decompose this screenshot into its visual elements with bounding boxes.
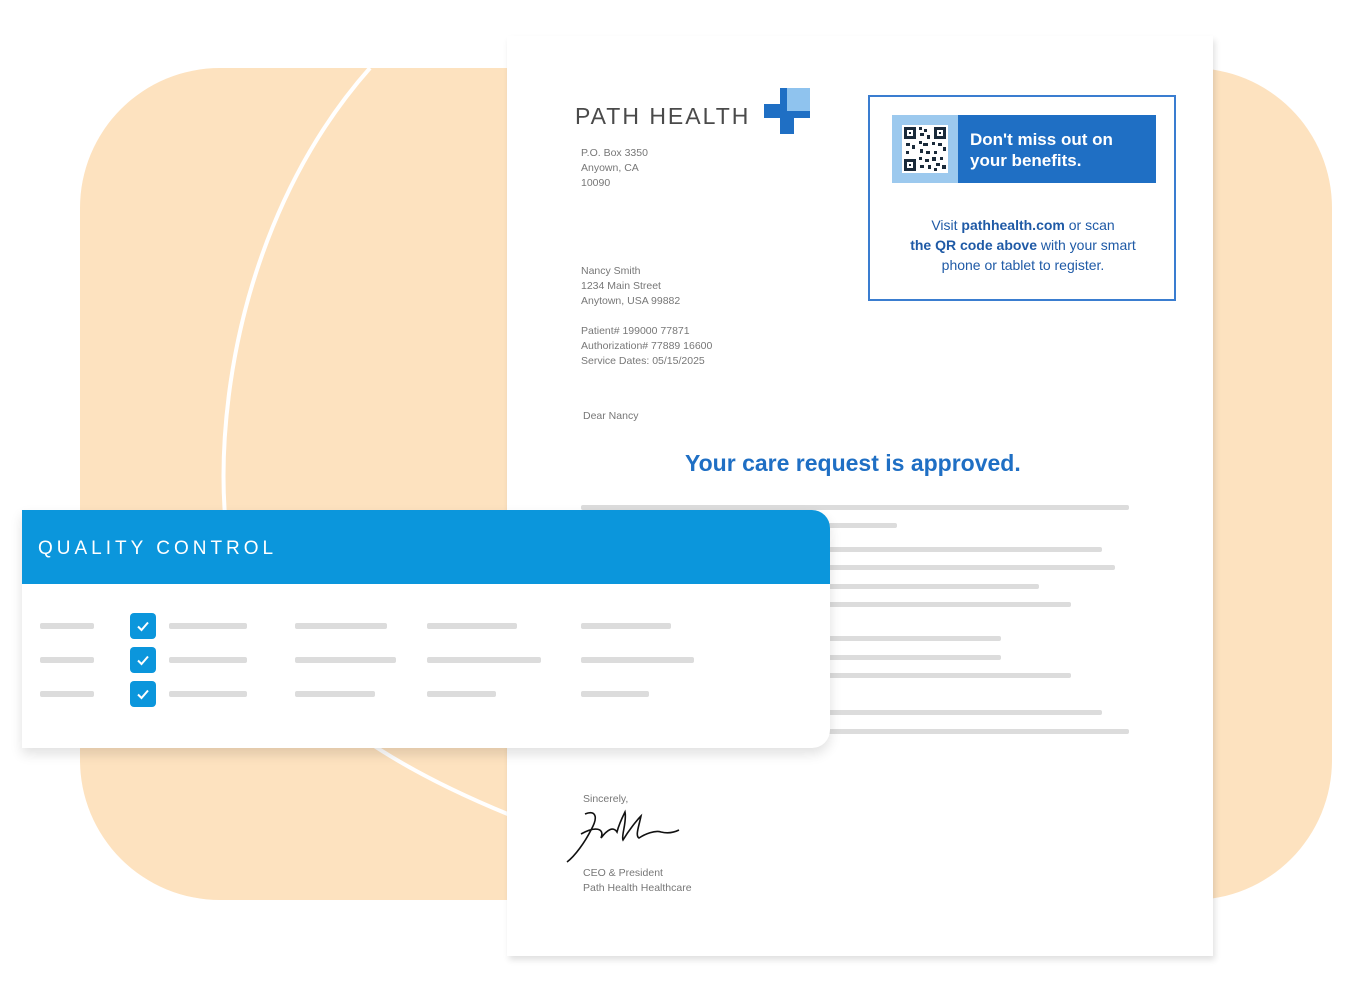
row-cell: [581, 623, 671, 629]
quality-control-card: [22, 510, 830, 748]
closing: Sincerely,: [583, 793, 629, 805]
row-cell: [427, 657, 541, 663]
row-cell: [427, 691, 496, 697]
promo-banner: [892, 115, 1156, 183]
row-cell: [40, 657, 94, 663]
authorization-number: Authorization# 77889 16600: [581, 340, 713, 352]
row-cell: [581, 657, 694, 663]
benefits-promo-box: [868, 95, 1176, 301]
salutation: Dear Nancy: [583, 410, 639, 422]
recipient-address-line: Nancy Smith: [581, 265, 641, 277]
recipient-address: [581, 264, 680, 309]
promo-text: with your smart: [1037, 237, 1136, 253]
promo-text: Visit: [931, 217, 962, 233]
sender-address-line: P.O. Box 3350: [581, 147, 648, 159]
promo-text: or scan: [1064, 217, 1115, 233]
quality-control-title: QUALITY CONTROL: [38, 538, 278, 559]
recipient-address-line: 1234 Main Street: [581, 280, 661, 292]
sender-address-line: Anyown, CA: [581, 162, 639, 174]
qr-code-icon: [892, 115, 958, 183]
row-cell: [40, 623, 94, 629]
approval-headline: Your care request is approved.: [685, 450, 1021, 476]
promo-title-line: your benefits.: [970, 151, 1082, 170]
row-cell: [295, 691, 375, 697]
row-cell: [40, 691, 94, 697]
row-cell: [169, 623, 247, 629]
promo-text-emphasis: the QR code above: [910, 237, 1037, 253]
row-cell: [295, 657, 396, 663]
checkbox-checked-icon[interactable]: [130, 613, 156, 639]
row-cell: [169, 657, 247, 663]
brand-logo: [575, 98, 810, 134]
letter-document: [507, 36, 1213, 956]
quality-control-header: [22, 510, 830, 584]
recipient-address-line: Anytown, USA 99882: [581, 295, 681, 307]
signer-organization: Path Health Healthcare: [583, 882, 692, 894]
patient-number: Patient# 199000 77871: [581, 325, 690, 337]
sender-address-line: 10090: [581, 177, 611, 189]
signature: [565, 806, 685, 866]
sender-address: [581, 146, 648, 191]
promo-title-line: Don't miss out on: [970, 130, 1113, 149]
row-cell: [295, 623, 387, 629]
row-cell: [427, 623, 517, 629]
brand-name: PATH HEALTH: [575, 102, 751, 129]
reference-ids: [581, 324, 712, 369]
promo-text: phone or tablet to register.: [941, 257, 1105, 273]
checkbox-checked-icon[interactable]: [130, 681, 156, 707]
checkbox-checked-icon[interactable]: [130, 647, 156, 673]
row-cell: [169, 691, 247, 697]
row-cell: [581, 691, 649, 697]
signer-title: [583, 866, 692, 896]
promo-body: [880, 215, 1166, 275]
plus-cross-icon: [764, 88, 810, 134]
promo-title: [970, 129, 1113, 171]
service-dates: Service Dates: 05/15/2025: [581, 355, 705, 367]
website-link[interactable]: pathhealth.com: [961, 217, 1065, 233]
signer-role: CEO & President: [583, 867, 663, 879]
